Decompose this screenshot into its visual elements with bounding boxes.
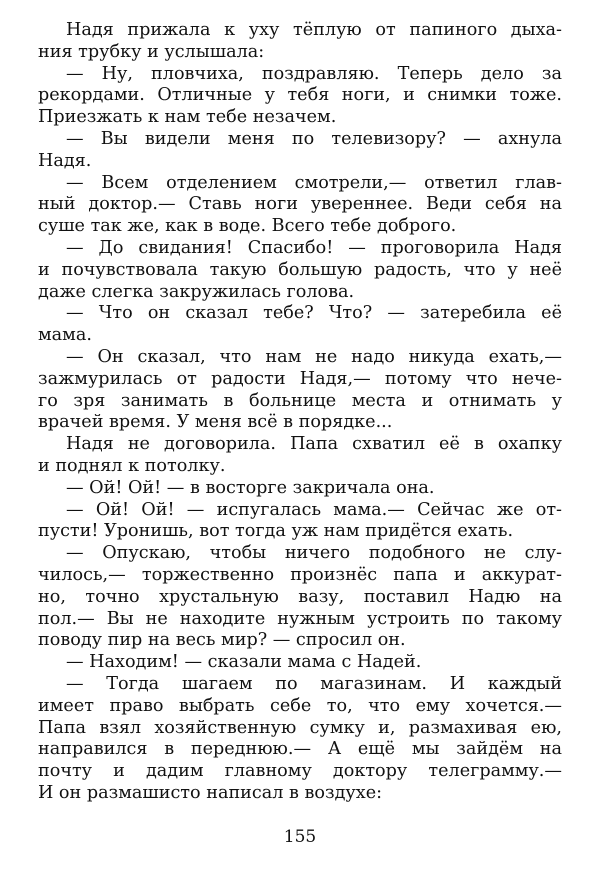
book-page-text (38, 20, 562, 805)
text-line: Приезжать к нам тебе незачем. (38, 107, 337, 128)
text-line: Надя не договорила. Папа схватил её в охапку (66, 434, 562, 455)
text-line: Надя. (38, 150, 92, 171)
text-line: — Всем отделением смотрели,— ответил глав- (66, 172, 562, 193)
text-line: ния трубку и услышала: (38, 41, 265, 62)
text-line: суше так же, как в воде. Всего тебе доброго. (38, 216, 457, 237)
text-line: — Находим! — сказали мама с Надей. (66, 652, 422, 673)
text-line: — Ой! Ой! — испугалась мама.— Сейчас же от- (66, 499, 562, 520)
text-line: Надя прижала к уху тёплую от папиного дыха- (66, 20, 562, 40)
page-number: 155 (283, 827, 317, 847)
text-line: пол.— Вы не находите нужным устроить по такому (38, 608, 562, 629)
text-line: — Тогда шагаем по магазинам. И каждый (66, 673, 562, 694)
text-line: имеет право выбрать себе то, что ему хочется.— (38, 695, 562, 716)
text-line: чилось,— торжественно произнёс папа и аккурат- (38, 564, 562, 585)
text-line: направился в переднюю.— А ещё мы зайдём на (38, 739, 562, 760)
text-line: — Ой! Ой! — в восторге закричала она. (66, 477, 435, 498)
text-line: ный доктор.— Ставь ноги увереннее. Веди себя на (38, 194, 562, 215)
text-line: Папа взял хозяйственную сумку и, размахивая ею, (38, 717, 562, 738)
text-line: рекордами. Отличные у тебя ноги, и снимки тоже. (38, 85, 562, 106)
text-line: — Он сказал, что нам не надо никуда ехать,— (66, 346, 562, 367)
text-line: — До свидания! Спасибо! — проговорила Надя (66, 237, 562, 258)
text-line: даже слегка закружилась голова. (38, 281, 355, 302)
text-line: почту и дадим главному доктору телеграмму.— (38, 761, 562, 782)
text-line: но, точно хрустальную вазу, поставил Надю на (38, 586, 562, 607)
text-line: и почувствовала такую большую радость, что у неё (38, 259, 562, 280)
text-line: го зря занимать в больнице места и отнимать у (38, 390, 562, 411)
text-line: мама. (38, 325, 92, 346)
text-line: — Опускаю, чтобы ничего подобного не слу- (66, 543, 562, 564)
text-line: поводу пир на весь мир? — спросил он. (38, 630, 406, 651)
text-line: — Вы видели меня по телевизору? — ахнула (66, 128, 562, 149)
text-line: — Ну, пловчиха, поздравляю. Теперь дело за (66, 63, 562, 84)
text-line: — Что он сказал тебе? Что? — затеребила её (66, 303, 562, 324)
text-line: И он размашисто написал в воздухе: (38, 782, 383, 803)
text-line: врачей время. У меня всё в порядке... (38, 412, 393, 433)
text-line: зажмурилась от радости Надя,— потому что нече- (38, 368, 562, 389)
text-line: и поднял к потолку. (38, 455, 226, 476)
text-line: пусти! Уронишь, вот тогда уж нам придётся ехать. (38, 521, 514, 542)
